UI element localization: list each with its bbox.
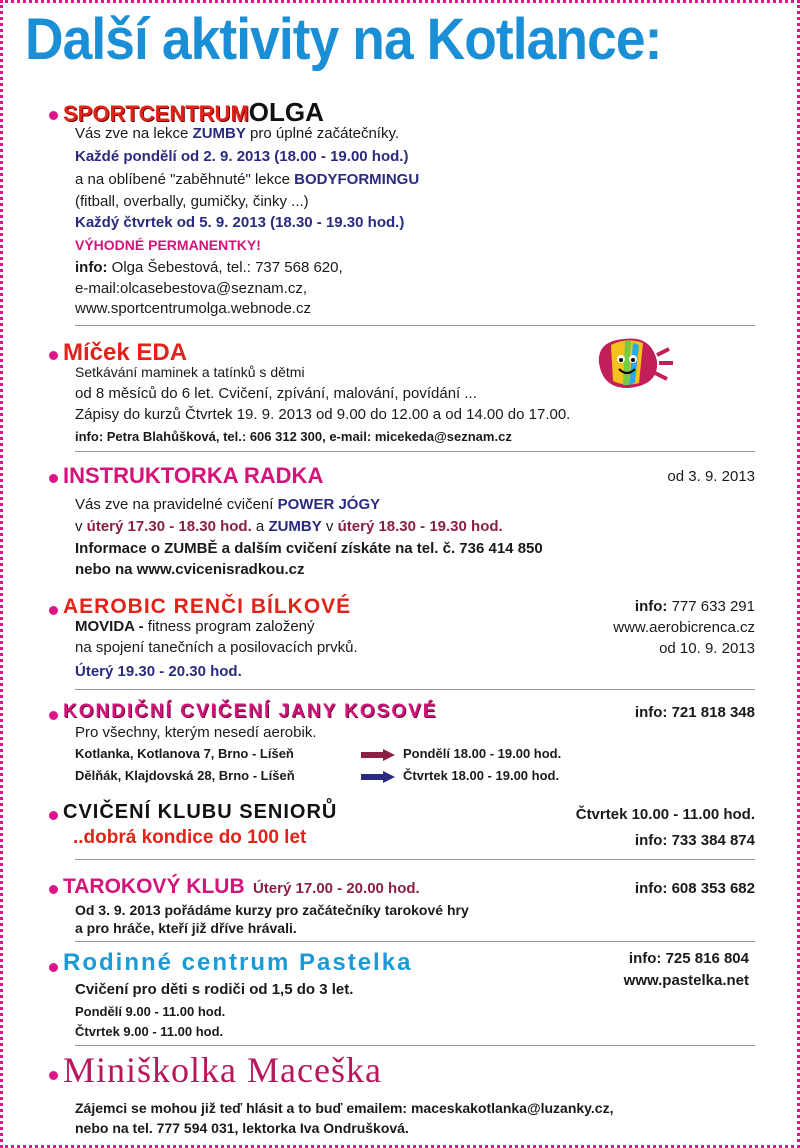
heading-part-1: SPORTCENTRUM	[63, 101, 249, 126]
schedule: Čtvrtek 10.00 - 11.00 hod.	[575, 806, 755, 823]
divider	[75, 451, 755, 452]
text-line: Úterý 19.30 - 20.30 hod.	[75, 663, 242, 680]
text-line: www.sportcentrumolga.webnode.cz	[75, 300, 311, 317]
section-heading: Míček EDA	[63, 339, 188, 366]
bullet-icon	[49, 811, 58, 820]
text-line: a na oblíbené "zaběhnuté" lekce BODYFORMINGU	[75, 171, 420, 188]
location-1: Kotlanka, Kotlanova 7, Brno - Líšeň	[75, 746, 294, 761]
section-miniskolka	[55, 1049, 755, 1139]
info-phone: info: 721 818 348	[634, 704, 755, 721]
start-date: od 3. 9. 2013	[667, 468, 755, 485]
text-line: od 8 měsíců do 6 let. Cvičení, zpívání, malování, povídání ...	[75, 385, 477, 402]
info-web: www.aerobicrenca.cz	[613, 619, 755, 636]
section-klub-senioru	[55, 801, 755, 863]
bullet-icon	[49, 1071, 58, 1080]
info-phone: info: 725 816 804	[628, 950, 749, 967]
text-line: Informace o ZUMBĚ a dalším cvičení získáte na tel. č. 736 414 850	[75, 540, 543, 557]
section-heading: KONDIČNÍ CVIČENÍ JANY KOSOVÉ	[63, 701, 438, 722]
text-line: Od 3. 9. 2013 pořádáme kurzy pro začátečníky tarokové hry	[75, 902, 469, 918]
text-line: Každé pondělí od 2. 9. 2013 (18.00 - 19.00 hod.)	[75, 148, 409, 165]
text-line: info: Olga Šebestová, tel.: 737 568 620,	[75, 259, 343, 276]
ball-mascot-icon	[589, 333, 679, 393]
section-heading: TAROKOVÝ KLUB Úterý 17.00 - 20.00 hod.	[63, 875, 420, 898]
info-date: od 10. 9. 2013	[659, 640, 755, 657]
bullet-icon	[49, 963, 58, 972]
text-line: Pro všechny, kterým nesedí aerobik.	[75, 724, 317, 741]
section-heading: CVIČENÍ KLUBU SENIORŮ	[63, 801, 338, 823]
divider	[75, 1045, 755, 1046]
section-heading	[63, 97, 324, 128]
text-line: Čtvrtek 9.00 - 11.00 hod.	[75, 1024, 224, 1039]
bullet-icon	[49, 885, 58, 894]
page-title: Další aktivity na Kotlance:	[25, 7, 662, 72]
bullet-icon	[49, 606, 58, 615]
section-aerobic-renci	[55, 595, 755, 687]
bullet-icon	[49, 474, 58, 483]
section-pastelka	[55, 949, 755, 1043]
section-heading: AEROBIC RENČI BÍLKOVÉ	[63, 595, 352, 618]
text-line: nebo na www.cvicenisradkou.cz	[75, 561, 305, 578]
text-line: Cvičení pro děti s rodiči od 1,5 do 3 let.	[75, 981, 354, 998]
info-phone: info: 733 384 874	[634, 832, 755, 849]
section-sportcentrum-olga	[55, 97, 755, 327]
text-line: v úterý 17.30 - 18.30 hod. a ZUMBY v úterý 18.30 - 19.30 hod.	[75, 518, 503, 535]
text-line: e-mail:olcasebestova@seznam.cz,	[75, 280, 307, 297]
text-line: MOVIDA - fitness program založený	[75, 618, 315, 635]
section-kondicni-cviceni	[55, 701, 755, 789]
text-line: Vás zve na pravidelné cvičení POWER JÓGY	[75, 496, 381, 513]
section-heading: Rodinné centrum Pastelka	[63, 949, 413, 976]
schedule-2: Čtvrtek 18.00 - 19.00 hod.	[403, 768, 560, 783]
text-line: Vás zve na lekce ZUMBY pro úplné začátečníky.	[75, 125, 400, 142]
text-line: Setkávání maminek a tatínků s dětmi	[75, 364, 305, 380]
text-line: info: Petra Blahůšková, tel.: 606 312 300, e-mail: micekeda@seznam.cz	[75, 429, 512, 444]
section-heading: INSTRUKTORKA RADKA	[63, 463, 324, 488]
text-line: Každý čtvrtek od 5. 9. 2013 (18.30 - 19.30 hod.)	[75, 214, 405, 231]
text-line: na spojení tanečních a posilovacích prvků.	[75, 639, 358, 656]
text-line: a pro hráče, kteří již dříve hrávali.	[75, 920, 297, 936]
divider	[75, 689, 755, 690]
text-line: nebo na tel. 777 594 031, lektorka Iva Ondrušková.	[75, 1120, 409, 1136]
section-micek-eda	[55, 339, 755, 451]
section-instruktorka-radka	[55, 463, 755, 585]
schedule-1: Pondělí 18.00 - 19.00 hod.	[403, 746, 562, 761]
text-line: Pondělí 9.00 - 11.00 hod.	[75, 1004, 226, 1019]
info-phone: info: 608 353 682	[634, 880, 755, 897]
divider	[75, 859, 755, 860]
text-line: VÝHODNÉ PERMANENTKY!	[75, 237, 261, 253]
subtitle: ..dobrá kondice do 100 let	[73, 827, 307, 848]
bullet-icon	[49, 111, 58, 120]
divider	[75, 325, 755, 326]
arrow-right-icon	[361, 771, 395, 783]
info-web: www.pastelka.net	[623, 972, 749, 989]
heading-part-2: OLGA	[248, 97, 324, 127]
text-line: (fitball, overbally, gumičky, činky ...)	[75, 193, 309, 210]
info-phone: info: 777 633 291	[634, 598, 755, 615]
bullet-icon	[49, 711, 58, 720]
section-tarokovy-klub	[55, 875, 755, 943]
arrow-right-icon	[361, 749, 395, 761]
section-heading: Miniškolka Maceška	[63, 1050, 382, 1090]
text-line: Zájemci se mohou již teď hlásit a to buď emailem: maceskakotlanka@luzanky.cz,	[75, 1100, 614, 1116]
location-2: Dělňák, Klajdovská 28, Brno - Líšeň	[75, 768, 295, 783]
bullet-icon	[49, 351, 58, 360]
text-line: Zápisy do kurzů Čtvrtek 19. 9. 2013 od 9.00 do 12.00 a od 14.00 do 17.00.	[75, 406, 571, 423]
divider	[75, 941, 755, 942]
